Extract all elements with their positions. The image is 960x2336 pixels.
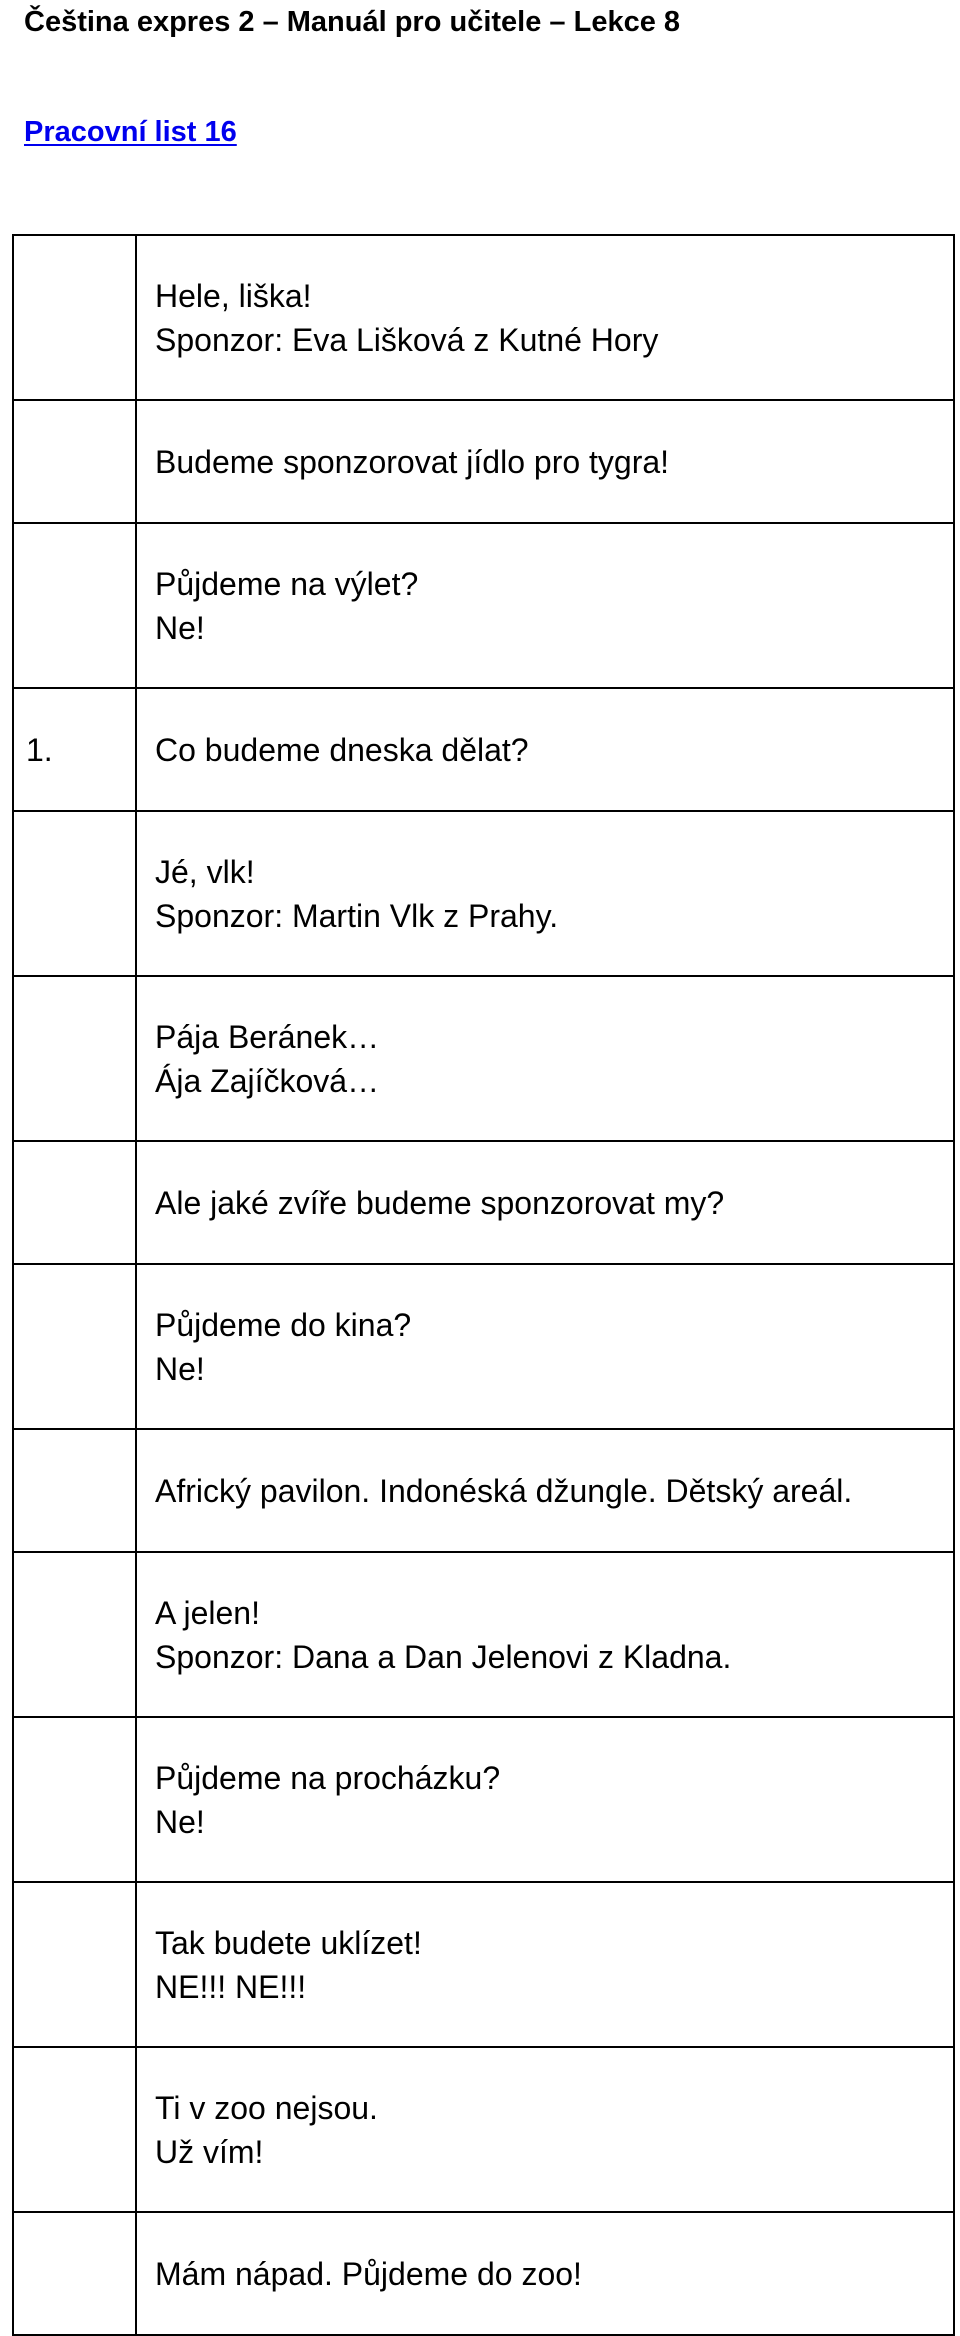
row-text-cell <box>136 1264 954 1429</box>
row-text-line: Pája Beránek… <box>155 1018 380 1055</box>
table-row <box>13 1552 954 1717</box>
row-text-line: Ne! <box>155 609 205 646</box>
row-text-line: Sponzor: Martin Vlk z Prahy. <box>155 897 559 934</box>
table-row <box>13 2212 954 2335</box>
table-row <box>13 688 954 811</box>
row-text-line: Ne! <box>155 1803 205 1840</box>
row-text-line: Budeme sponzorovat jídlo pro tygra! <box>155 443 670 480</box>
row-number-cell <box>13 811 136 976</box>
table-row <box>13 400 954 523</box>
row-number-cell <box>13 1264 136 1429</box>
row-text-cell <box>136 688 954 811</box>
worksheet-table <box>12 234 955 2336</box>
table-row <box>13 1717 954 1882</box>
row-text-line: Půjdeme na procházku? <box>155 1759 501 1796</box>
row-text-cell <box>136 976 954 1141</box>
table-row <box>13 811 954 976</box>
table-row <box>13 2047 954 2212</box>
row-text-line: Ne! <box>155 1350 205 1387</box>
row-text-cell <box>136 523 954 688</box>
row-text-cell <box>136 1429 954 1552</box>
row-text-line: Tak budete uklízet! <box>155 1924 422 1961</box>
worksheet-rows <box>13 235 954 2335</box>
row-text-line: Africký pavilon. Indonéská džungle. Dětský areál. <box>155 1472 853 1509</box>
table-row <box>13 1882 954 2047</box>
row-text-line: Sponzor: Dana a Dan Jelenovi z Kladna. <box>155 1638 732 1675</box>
row-text-cell <box>136 400 954 523</box>
row-text-line: Co budeme dneska dělat? <box>155 731 529 768</box>
row-text-line: Ti v zoo nejsou. <box>155 2089 378 2126</box>
table-row <box>13 1264 954 1429</box>
row-text-line: Ája Zajíčková… <box>155 1062 380 1099</box>
table-row <box>13 1141 954 1264</box>
row-number-cell <box>13 400 136 523</box>
row-text-line: Hele, liška! <box>155 277 312 314</box>
row-text-cell <box>136 2212 954 2335</box>
row-number-cell <box>13 2212 136 2335</box>
row-number-cell <box>13 235 136 400</box>
row-text-line: Půjdeme na výlet? <box>155 565 419 602</box>
row-text-line: Sponzor: Eva Lišková z Kutné Hory <box>155 321 659 358</box>
worksheet-link[interactable]: Pracovní list 16 <box>24 116 237 148</box>
row-number-cell <box>13 1429 136 1552</box>
row-number-cell <box>13 1717 136 1882</box>
row-number-cell <box>13 523 136 688</box>
row-text-cell <box>136 1717 954 1882</box>
row-text-cell <box>136 1552 954 1717</box>
table-row <box>13 976 954 1141</box>
row-text-cell <box>136 811 954 976</box>
row-text-cell <box>136 1882 954 2047</box>
row-number-cell <box>13 1882 136 2047</box>
table-row <box>13 235 954 400</box>
row-text-line: Ale jaké zvíře budeme sponzorovat my? <box>155 1184 725 1221</box>
table-row <box>13 523 954 688</box>
row-text-cell <box>136 1141 954 1264</box>
table-row <box>13 1429 954 1552</box>
row-text-cell <box>136 235 954 400</box>
row-text-line: NE!!! NE!!! <box>155 1968 307 2005</box>
row-text-cell <box>136 2047 954 2212</box>
row-number-cell <box>13 976 136 1141</box>
row-text-line: Jé, vlk! <box>155 853 255 890</box>
row-number-cell: 1. <box>13 688 136 811</box>
document-header: Čeština expres 2 – Manuál pro učitele – Lekce 8 <box>24 6 681 38</box>
row-text-line: A jelen! <box>155 1594 260 1631</box>
row-text-line: Už vím! <box>155 2133 264 2170</box>
row-number-cell <box>13 1552 136 1717</box>
row-number-cell <box>13 1141 136 1264</box>
row-number-cell <box>13 2047 136 2212</box>
row-text-line: Půjdeme do kina? <box>155 1306 412 1343</box>
row-text-line: Mám nápad. Půjdeme do zoo! <box>155 2255 582 2292</box>
